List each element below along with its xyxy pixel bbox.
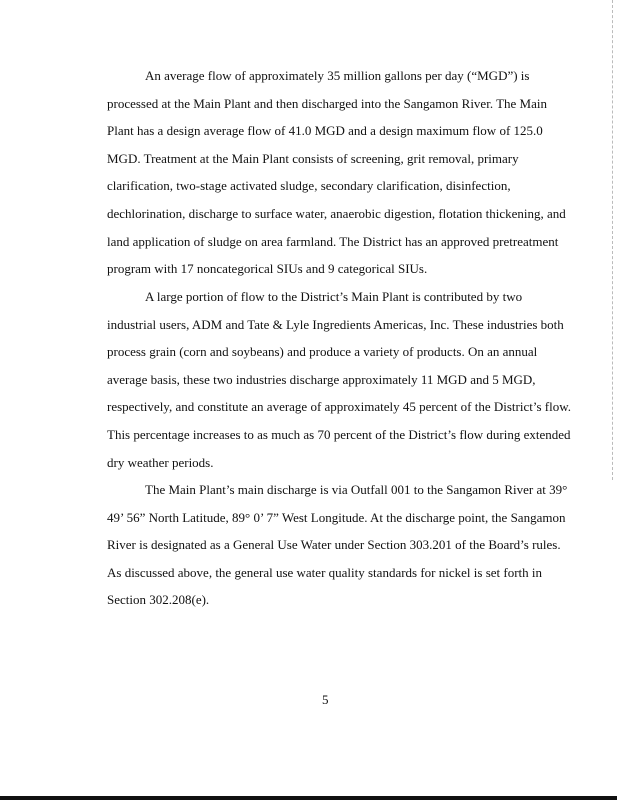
paragraph-2-line: process grain (corn and soybeans) and produce a variety of products. On an annual — [107, 344, 538, 360]
paragraph-1-line: MGD. Treatment at the Main Plant consists of screening, grit removal, primary — [107, 150, 519, 166]
paragraph-2-line: industrial users, ADM and Tate & Lyle Ingredients Americas, Inc. These industries both — [107, 316, 564, 332]
paragraph-2-line: This percentage increases to as much as 70 percent of the District’s flow during extended — [107, 427, 571, 442]
paragraph-1-line: land application of sludge on area farmland. The District has an approved pretreatment — [107, 233, 559, 249]
paragraph-1-line: dechlorination, discharge to surface water, anaerobic digestion, flotation thickening, and — [107, 206, 566, 221]
paragraph-1-line: clarification, two-stage activated sludge, secondary clarification, disinfection, — [107, 178, 511, 194]
paragraph-2-line: A large portion of flow to the District’s Main Plant is contributed by two — [145, 289, 523, 304]
paragraph-3-line: 49’ 56” North Latitude, 89° 0’ 7” West Longitude. At the discharge point, the Sangamon — [107, 509, 566, 525]
paragraph-3-line: As discussed above, the general use water quality standards for nickel is set forth in — [107, 564, 543, 580]
scan-bottom-border — [0, 796, 617, 800]
paragraph-3-line: The Main Plant’s main discharge is via Outfall 001 to the Sangamon River at 39° — [145, 482, 568, 497]
paragraph-2-line: average basis, these two industries discharge approximately 11 MGD and 5 MGD, — [107, 371, 536, 387]
paragraph-1-line: Plant has a design average flow of 41.0 MGD and a design maximum flow of 125.0 — [107, 123, 543, 139]
page-number: 5 — [322, 692, 329, 707]
paragraph-1-line: program with 17 noncategorical SIUs and 9 categorical SIUs. — [107, 261, 428, 277]
paragraph-1-line: processed at the Main Plant and then discharged into the Sangamon River. The Main — [107, 95, 547, 111]
scan-edge-mark — [611, 0, 613, 480]
paragraph-2-line: respectively, and constitute an average of approximately 45 percent of the District’s flow. — [107, 399, 571, 415]
paragraph-3-line: Section 302.208(e). — [107, 592, 210, 608]
paragraph-1-line: An average flow of approximately 35 million gallons per day (“MGD”) is — [145, 68, 530, 83]
paragraph-3-line: River is designated as a General Use Water under Section 303.201 of the Board’s rules. — [107, 537, 561, 553]
paragraph-2-line: dry weather periods. — [107, 454, 214, 470]
